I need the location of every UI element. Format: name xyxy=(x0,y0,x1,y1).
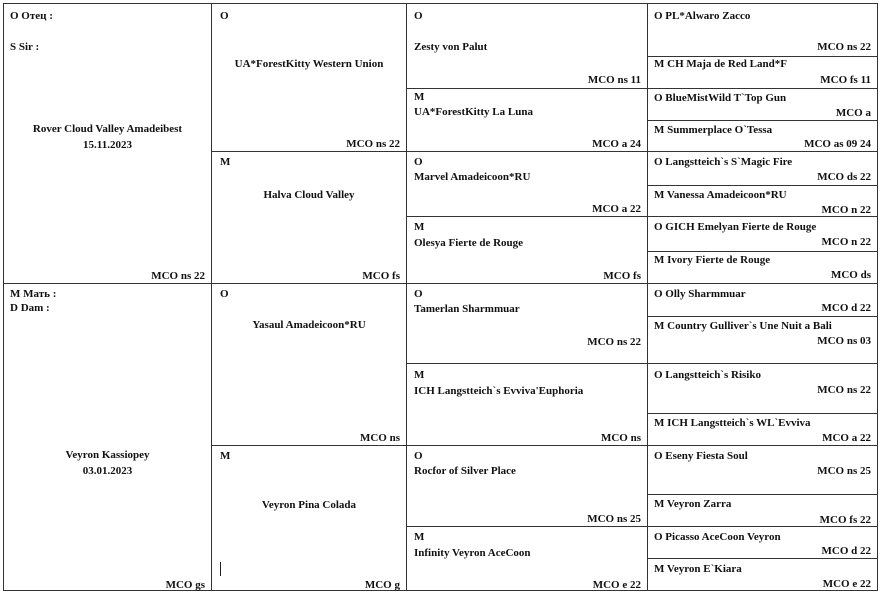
great-grandparent-cell xyxy=(406,363,648,446)
ancestor-cell xyxy=(647,494,878,527)
ancestor-cell xyxy=(647,363,878,414)
ancestor-breed: MCO ns 25 xyxy=(817,465,871,477)
ancestor-cell xyxy=(647,283,878,317)
sire-dob: 15.11.2023 xyxy=(83,139,132,151)
ancestor-breed: MCO ds xyxy=(830,269,871,281)
ancestor-cell xyxy=(647,3,878,57)
ancestor-breed: MCO ds 22 xyxy=(817,171,871,183)
grandparent-sex: M xyxy=(220,156,231,168)
grandparent-cell xyxy=(211,3,407,152)
grandparent-breed: MCO fs xyxy=(362,270,400,282)
great-grandparent-sex: M xyxy=(414,91,425,103)
ancestor-name: M Country Gulliver`s Une Nuit a Bali xyxy=(654,320,832,332)
sire-cell xyxy=(3,3,212,284)
ancestor-name: O BlueMistWild T`Top Gun xyxy=(654,92,787,104)
ancestor-name: M Vanessa Amadeicoon*RU xyxy=(654,189,787,201)
great-grandparent-sex: O xyxy=(414,288,423,300)
grandparent-breed: MCO ns 22 xyxy=(346,138,400,150)
ancestor-cell xyxy=(647,151,878,186)
grandparent-name: Yasaul Amadeicoon*RU xyxy=(252,319,366,331)
great-grandparent-name: Zesty von Palut xyxy=(414,41,488,53)
great-grandparent-sex: O xyxy=(414,156,423,168)
ancestor-name: O PL*Alwaro Zacco xyxy=(654,10,751,22)
great-grandparent-name: Olesya Fierte de Rouge xyxy=(414,237,524,249)
great-grandparent-sex: O xyxy=(414,450,423,462)
grandparent-cell xyxy=(211,445,407,591)
dam-dam-label: D Dam : xyxy=(10,302,50,314)
great-grandparent-breed: MCO ns 11 xyxy=(587,74,641,86)
great-grandparent-cell xyxy=(406,88,648,152)
sire-name: Rover Cloud Valley Amadeibest xyxy=(32,123,183,135)
dam-cell xyxy=(3,283,212,591)
grandparent-cell xyxy=(211,151,407,284)
ancestor-cell xyxy=(647,251,878,284)
ancestor-breed: MCO fs 22 xyxy=(819,514,871,526)
ancestor-name: M Veyron E`Kiara xyxy=(654,563,742,575)
ancestor-breed: MCO d 22 xyxy=(821,302,871,314)
great-grandparent-breed: MCO a 24 xyxy=(592,138,641,150)
great-grandparent-sex: M xyxy=(414,369,425,381)
great-grandparent-cell xyxy=(406,3,648,89)
great-grandparent-cell xyxy=(406,283,648,364)
ancestor-breed: MCO as 09 24 xyxy=(804,138,871,150)
ancestor-name: M ICH Langstteich`s WL`Evviva xyxy=(654,417,811,429)
great-grandparent-cell xyxy=(406,526,648,591)
ancestor-cell xyxy=(647,526,878,559)
ancestor-cell xyxy=(647,120,878,152)
ancestor-name: O Picasso AceCoon Veyron xyxy=(654,531,781,543)
dam-breed: MCO gs xyxy=(165,579,205,591)
ancestor-name: M Summerplace O`Tessa xyxy=(654,124,773,136)
grandparent-breed: MCO g xyxy=(364,579,400,591)
ancestor-cell xyxy=(647,185,878,217)
sire-sir-label: S Sir : xyxy=(10,41,40,53)
ancestor-name: M Ivory Fierte de Rouge xyxy=(654,254,771,266)
ancestor-cell xyxy=(647,316,878,364)
ancestor-breed: MCO a 22 xyxy=(822,432,871,444)
ancestor-cell xyxy=(647,445,878,495)
ancestor-name: O Eseny Fiesta Soul xyxy=(654,450,748,462)
great-grandparent-breed: MCO ns 25 xyxy=(587,513,641,525)
great-grandparent-name: Infinity Veyron AceCoon xyxy=(414,547,531,559)
ancestor-breed: MCO e 22 xyxy=(822,578,871,590)
great-grandparent-name: Rocfor of Silver Place xyxy=(414,465,516,477)
dam-mother-label: M Мать : xyxy=(10,288,57,300)
grandparent-name: Halva Cloud Valley xyxy=(263,189,355,201)
ancestor-breed: MCO n 22 xyxy=(821,204,871,216)
great-grandparent-breed: MCO ns 22 xyxy=(587,336,641,348)
ancestor-breed: MCO fs 11 xyxy=(820,74,871,86)
ancestor-cell xyxy=(647,56,878,89)
great-grandparent-breed: MCO e 22 xyxy=(592,579,641,591)
grandparent-sex: O xyxy=(220,288,229,300)
sire-breed: MCO ns 22 xyxy=(151,270,205,282)
great-grandparent-breed: MCO fs xyxy=(603,270,641,282)
ancestor-breed: MCO ns 03 xyxy=(817,335,871,347)
ancestor-cell xyxy=(647,413,878,446)
ancestor-name: O Langstteich`s S`Magic Fire xyxy=(654,156,793,168)
great-grandparent-cell xyxy=(406,216,648,284)
ancestor-cell xyxy=(647,216,878,252)
ancestor-cell xyxy=(647,558,878,591)
grandparent-cell xyxy=(211,283,407,446)
ancestor-name: O Olly Sharmmuar xyxy=(654,288,746,300)
great-grandparent-name: UA*ForestKitty La Luna xyxy=(414,106,533,118)
ancestor-name: O GICH Emelyan Fierte de Rouge xyxy=(654,221,817,233)
ancestor-name: M CH Maja de Red Land*F xyxy=(654,58,787,70)
great-grandparent-cell xyxy=(406,151,648,217)
ancestor-breed: MCO ns 22 xyxy=(817,41,871,53)
ancestor-name: O Langstteich`s Risiko xyxy=(654,369,761,381)
great-grandparent-name: Tamerlan Sharmmuar xyxy=(414,303,520,315)
grandparent-name: UA*ForestKitty Western Union xyxy=(234,58,384,70)
dam-name: Veyron Kassiopey xyxy=(65,449,150,461)
grandparent-sex: O xyxy=(220,10,229,22)
great-grandparent-breed: MCO ns xyxy=(600,432,641,444)
ancestor-breed: MCO n 22 xyxy=(821,236,871,248)
great-grandparent-sex: O xyxy=(414,10,423,22)
ancestor-breed: MCO d 22 xyxy=(821,545,871,557)
great-grandparent-sex: M xyxy=(414,221,425,233)
grandparent-breed: MCO ns xyxy=(359,432,400,444)
great-grandparent-name: Marvel Amadeicoon*RU xyxy=(414,171,531,183)
ancestor-name: M Veyron Zarra xyxy=(654,498,732,510)
great-grandparent-breed: MCO a 22 xyxy=(592,203,641,215)
ancestor-breed: MCO ns 22 xyxy=(817,384,871,396)
great-grandparent-name: ICH Langstteich`s Evviva'Euphoria xyxy=(414,385,584,397)
grandparent-sex: M xyxy=(220,450,231,462)
grandparent-name: Veyron Pina Colada xyxy=(261,499,357,511)
ancestor-cell xyxy=(647,88,878,121)
ancestor-breed: MCO a xyxy=(835,107,871,119)
text-cursor xyxy=(220,562,221,576)
great-grandparent-cell xyxy=(406,445,648,527)
great-grandparent-sex: M xyxy=(414,531,425,543)
dam-dob: 03.01.2023 xyxy=(82,465,133,477)
sire-father-label: O Отец : xyxy=(10,10,53,22)
